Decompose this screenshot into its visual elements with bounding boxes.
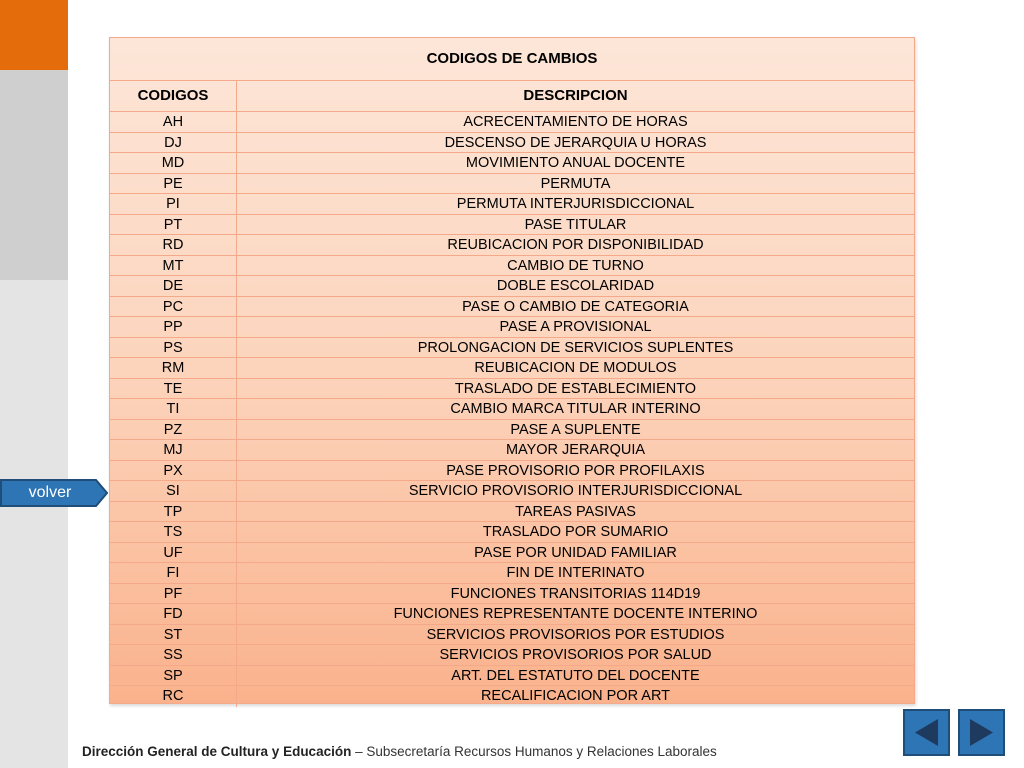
row-code: PS xyxy=(110,338,237,358)
table-row xyxy=(110,543,914,564)
table-row xyxy=(110,666,914,687)
table-row xyxy=(110,338,914,359)
table-header xyxy=(110,81,914,112)
table-row xyxy=(110,563,914,584)
sidebar-gray-block xyxy=(0,70,68,280)
row-description: TRASLADO POR SUMARIO xyxy=(482,524,669,540)
table-row xyxy=(110,133,914,154)
table-row xyxy=(110,604,914,625)
row-code: AH xyxy=(110,112,237,132)
footer-org: Dirección General de Cultura y Educación xyxy=(82,744,352,759)
row-code: RM xyxy=(110,358,237,378)
row-description: ACRECENTAMIENTO DE HORAS xyxy=(463,114,688,130)
table-row xyxy=(110,235,914,256)
row-code: PP xyxy=(110,317,237,337)
row-code: PX xyxy=(110,461,237,481)
row-code: TE xyxy=(110,379,237,399)
table-row xyxy=(110,686,914,707)
codes-table xyxy=(109,37,915,704)
sidebar-orange-block xyxy=(0,0,68,70)
row-code: PF xyxy=(110,584,237,604)
volver-label: volver xyxy=(28,484,72,501)
row-code: FD xyxy=(110,604,237,624)
table-row xyxy=(110,317,914,338)
table-row xyxy=(110,153,914,174)
triangle-left-icon xyxy=(905,711,948,754)
row-code: RC xyxy=(110,686,237,707)
table-row xyxy=(110,461,914,482)
row-code: SI xyxy=(110,481,237,501)
table-row xyxy=(110,502,914,523)
next-slide-button[interactable] xyxy=(958,709,1005,756)
row-code: TS xyxy=(110,522,237,542)
row-description: PASE PROVISORIO POR PROFILAXIS xyxy=(446,462,705,479)
table-row xyxy=(110,297,914,318)
table-body xyxy=(110,112,914,707)
row-description: FUNCIONES REPRESENTANTE DOCENTE INTERINO xyxy=(393,606,758,622)
row-description: TRASLADO DE ESTABLECIMIENTO xyxy=(454,380,697,397)
row-code: RD xyxy=(110,235,237,255)
header-descripcion: DESCRIPCION xyxy=(523,87,628,104)
sidebar-light-block xyxy=(0,280,68,768)
table-row xyxy=(110,379,914,400)
table-row xyxy=(110,420,914,441)
row-code: MD xyxy=(110,153,237,173)
row-description: CAMBIO DE TURNO xyxy=(507,257,644,274)
footer-text xyxy=(82,744,717,759)
row-description: PERMUTA INTERJURISDICCIONAL xyxy=(456,196,695,212)
row-code: MT xyxy=(110,256,237,276)
table-row xyxy=(110,194,914,215)
header-codigos: CODIGOS xyxy=(110,81,237,111)
row-description: FUNCIONES TRANSITORIAS 114D19 xyxy=(450,585,701,602)
row-code: PT xyxy=(110,215,237,235)
row-description: RECALIFICACION POR ART xyxy=(480,688,671,704)
row-code: PI xyxy=(110,194,237,214)
table-row xyxy=(110,174,914,195)
row-code: FI xyxy=(110,563,237,583)
row-code: ST xyxy=(110,625,237,645)
row-description: PASE TITULAR xyxy=(524,216,627,233)
row-code: DJ xyxy=(110,133,237,153)
table-row xyxy=(110,399,914,420)
row-description: DESCENSO DE JERARQUIA U HORAS xyxy=(444,134,707,151)
row-description: ART. DEL ESTATUTO DEL DOCENTE xyxy=(451,667,700,684)
row-description: MAYOR JERARQUIA xyxy=(505,442,646,458)
row-code: PE xyxy=(110,174,237,194)
row-description: PASE POR UNIDAD FAMILIAR xyxy=(474,544,677,561)
row-code: MJ xyxy=(110,440,237,460)
table-row xyxy=(110,645,914,666)
row-description: PASE A SUPLENTE xyxy=(510,421,641,438)
row-code: DE xyxy=(110,276,237,296)
table-row xyxy=(110,522,914,543)
row-description: PASE O CAMBIO DE CATEGORIA xyxy=(462,298,689,315)
row-description: REUBICACION POR DISPONIBILIDAD xyxy=(447,237,704,253)
table-title: CODIGOS DE CAMBIOS xyxy=(110,38,914,81)
table-row xyxy=(110,625,914,646)
row-description: CAMBIO MARCA TITULAR INTERINO xyxy=(450,401,701,417)
table-row xyxy=(110,481,914,502)
table-row xyxy=(110,584,914,605)
row-description: TAREAS PASIVAS xyxy=(515,503,636,520)
row-code: UF xyxy=(110,543,237,563)
row-description: PROLONGACION DE SERVICIOS SUPLENTES xyxy=(417,339,734,356)
row-description: DOBLE ESCOLARIDAD xyxy=(496,278,655,294)
row-description: MOVIMIENTO ANUAL DOCENTE xyxy=(465,155,686,171)
triangle-right-icon xyxy=(960,711,1003,754)
row-code: SS xyxy=(110,645,237,665)
row-description: REUBICACION DE MODULOS xyxy=(474,360,677,376)
row-code: TI xyxy=(110,399,237,419)
table-row xyxy=(110,276,914,297)
row-description: SERVICIOS PROVISORIOS POR SALUD xyxy=(439,647,712,663)
prev-slide-button[interactable] xyxy=(903,709,950,756)
table-row xyxy=(110,440,914,461)
table-row xyxy=(110,256,914,277)
row-description: PERMUTA xyxy=(540,175,611,192)
row-code: PC xyxy=(110,297,237,317)
table-row xyxy=(110,112,914,133)
footer-rest: – Subsecretaría Recursos Humanos y Relaciones Laborales xyxy=(351,744,717,759)
table-row xyxy=(110,215,914,236)
row-code: PZ xyxy=(110,420,237,440)
row-code: SP xyxy=(110,666,237,686)
row-description: FIN DE INTERINATO xyxy=(506,565,645,581)
row-description: SERVICIO PROVISORIO INTERJURISDICCIONAL xyxy=(408,483,743,499)
row-description: SERVICIOS PROVISORIOS POR ESTUDIOS xyxy=(426,626,725,643)
row-description: PASE A PROVISIONAL xyxy=(499,319,652,335)
table-row xyxy=(110,358,914,379)
row-code: TP xyxy=(110,502,237,522)
volver-button[interactable] xyxy=(0,479,108,507)
